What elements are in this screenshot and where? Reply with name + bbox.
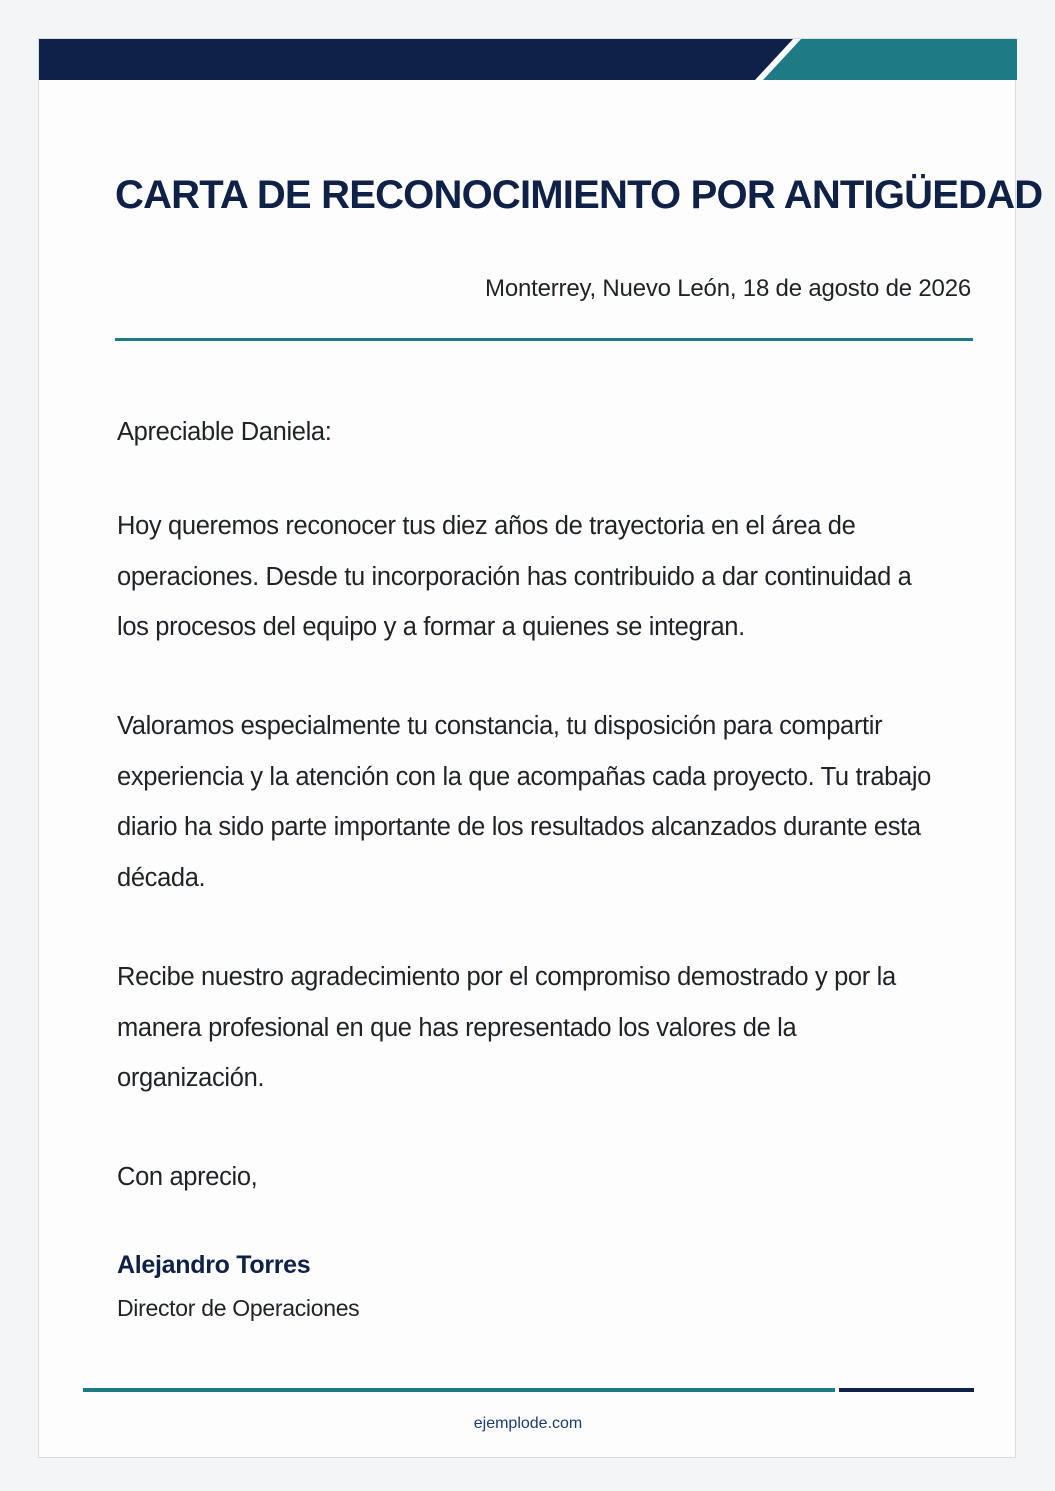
footer-divider-navy — [839, 1388, 974, 1392]
footer-site: ejemplode.com — [473, 1415, 583, 1432]
place-date: Monterrey, Nuevo León, 18 de agosto de 2026 — [485, 275, 971, 302]
body-paragraph-2: Valoramos especialmente tu constancia, tu disposición para compartir experiencia y la atención con la que acompañas cada proyecto. Tu trabajo diario ha sido parte importante de los resultados alcanzados durante esta década. — [117, 712, 931, 892]
letter-title: CARTA DE RECONOCIMIENTO POR ANTIGÜEDAD — [115, 173, 1043, 217]
header-band — [39, 39, 1017, 80]
header-divider — [115, 338, 973, 341]
body-paragraph-1: Hoy queremos reconocer tus diez años de trayectoria en el área de operaciones. Desde tu incorporación has contribuido a dar continuidad a los procesos del equipo y a formar a quienes se integran. — [117, 512, 912, 641]
closing: Con aprecio, — [117, 1163, 258, 1191]
body-paragraph-3: Recibe nuestro agradecimiento por el compromiso demostrado y por la manera profesional en que has representado los valores de la organización. — [117, 963, 896, 1092]
signer-name: Alejandro Torres — [117, 1251, 311, 1279]
footer-divider-teal — [83, 1388, 835, 1392]
letter-page — [38, 38, 1043, 1458]
header-band-navy — [39, 39, 793, 80]
signer-role: Director de Operaciones — [117, 1295, 360, 1321]
greeting: Apreciable Daniela: — [117, 418, 332, 446]
header-band-teal — [763, 39, 1017, 80]
